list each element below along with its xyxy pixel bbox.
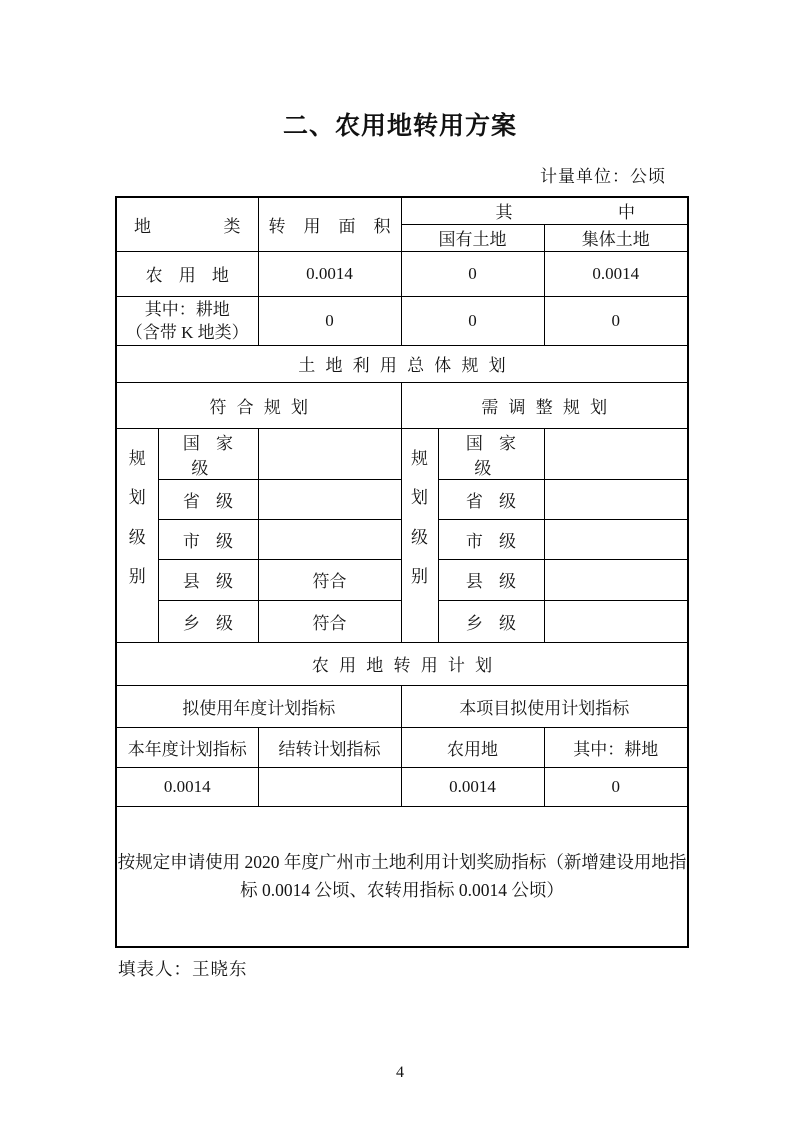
cultivated-quota-value: 0	[544, 767, 688, 806]
level-value-town-adjust	[544, 600, 688, 642]
level-label-town-right: 乡级	[438, 600, 544, 642]
land-conversion-table	[115, 196, 689, 948]
level-value-national-comply	[258, 428, 401, 479]
filler-name: 填表人：王晓东	[118, 959, 248, 979]
plan-level-char: 划	[128, 488, 146, 508]
cultivated-label	[116, 296, 258, 345]
unit-label: 计量单位：公顷	[540, 167, 666, 186]
agricultural-collective-value: 0.0014	[544, 251, 688, 296]
agricultural-state-value: 0	[401, 251, 544, 296]
level-value-province-adjust	[544, 479, 688, 519]
cultivated-label-line1: 其中：耕地	[144, 299, 230, 319]
annual-quota-header: 拟使用年度计划指标	[116, 685, 401, 727]
project-quota-header: 本项目拟使用计划指标	[401, 685, 688, 727]
header-land-type: 地类	[116, 197, 258, 251]
cultivated-area-value: 0	[258, 296, 401, 345]
level-label-province-right: 省级	[438, 479, 544, 519]
page-number: 4	[396, 1064, 404, 1081]
cultivated-collective-value: 0	[544, 296, 688, 345]
plan-level-char: 别	[411, 566, 428, 586]
level-value-city-comply	[258, 519, 401, 559]
note-cell: 按规定申请使用 2020 年度广州市土地利用计划奖励指标（新增建设用地指标 0.0014 公顷、农转用指标 0.0014 公顷）	[116, 806, 688, 947]
cultivated-label-line2: （含带 K 地类）	[125, 322, 249, 342]
cultivated-quota-header: 其中：耕地	[544, 727, 688, 767]
level-label-city-left: 市级	[158, 519, 258, 559]
level-value-national-adjust	[544, 428, 688, 479]
plan-level-char: 规	[128, 449, 146, 469]
carryover-quota-value	[258, 767, 401, 806]
header-conversion-area: 转用面积	[258, 197, 401, 251]
plan-level-char: 级	[128, 527, 146, 547]
cultivated-state-value: 0	[401, 296, 544, 345]
level-value-province-comply	[258, 479, 401, 519]
adjust-plan-header: 需调整规划	[401, 382, 688, 428]
header-collective-land: 集体土地	[544, 224, 688, 251]
agricultural-area-value: 0.0014	[258, 251, 401, 296]
plan-level-vertical-right	[401, 428, 438, 642]
plan-level-char: 划	[411, 488, 428, 508]
agricultural-label: 农用地	[116, 251, 258, 296]
level-value-county-adjust	[544, 559, 688, 600]
agri-land-quota-value: 0.0014	[401, 767, 544, 806]
level-label-national-left: 国家级	[158, 428, 258, 479]
plan-level-char: 级	[411, 527, 428, 547]
level-value-city-adjust	[544, 519, 688, 559]
conversion-plan-title: 农用地转用计划	[116, 642, 688, 685]
plan-level-vertical-left	[116, 428, 158, 642]
header-among-which: 其中	[401, 197, 688, 224]
level-value-town-comply: 符合	[258, 600, 401, 642]
agri-land-quota-header: 农用地	[401, 727, 544, 767]
current-year-quota-header: 本年度计划指标	[116, 727, 258, 767]
overall-plan-title: 土地利用总体规划	[116, 345, 688, 382]
current-year-quota-value: 0.0014	[116, 767, 258, 806]
comply-plan-header: 符合规划	[116, 382, 401, 428]
level-label-county-left: 县级	[158, 559, 258, 600]
plan-level-char: 别	[128, 566, 146, 586]
level-label-county-right: 县级	[438, 559, 544, 600]
carryover-quota-header: 结转计划指标	[258, 727, 401, 767]
page-title: 二、农用地转用方案	[282, 112, 517, 140]
level-label-city-right: 市级	[438, 519, 544, 559]
level-value-county-comply: 符合	[258, 559, 401, 600]
level-label-province-left: 省级	[158, 479, 258, 519]
plan-level-char: 规	[411, 449, 428, 469]
level-label-national-right: 国家级	[438, 428, 544, 479]
level-label-town-left: 乡级	[158, 600, 258, 642]
header-state-owned-land: 国有土地	[401, 224, 544, 251]
